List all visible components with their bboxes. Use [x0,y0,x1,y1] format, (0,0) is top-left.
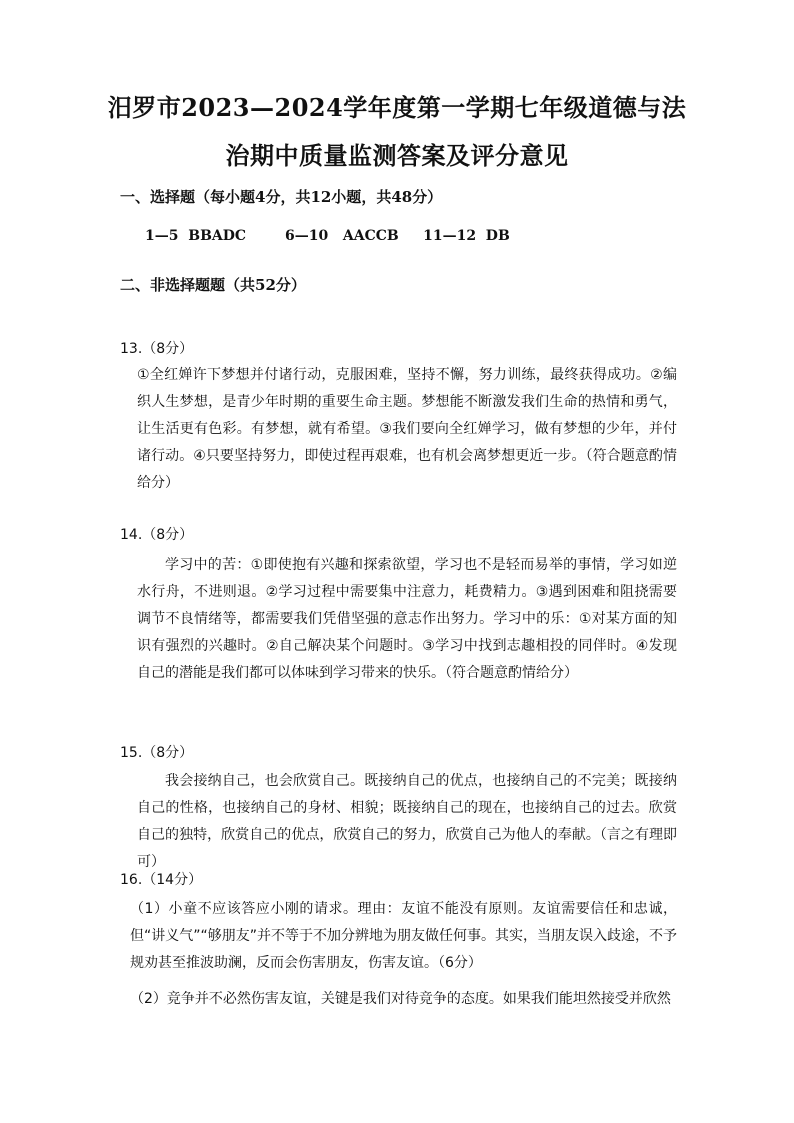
section-1-heading: 一、选择题（每小题4分，共12小题，共48分） [120,188,443,206]
question-14-answer: 学习中的苦：①即使抱有兴趣和探索欲望，学习也不是轻而易举的事情，学习如逆水行舟，不进则退。②学习过程中需要集中注意力，耗费精力。③遇到困难和阻挠需要调节不良情绪等，都需要我们凭借坚强的意志作出努力。学习中的乐：①对某方面的知识有强烈的兴趣时。②自己解决某个问题时。③学习中找到志趣相投的同伴时。④发现自己的潜能是我们都可以体味到学习带来的快乐。（符合题意酌情给分） [137,557,677,681]
question-13-answer: ①全红婵许下梦想并付诸行动，克服困难，坚持不懈，努力训练，最终获得成功。②编织人生梦想，是青少年时期的重要生命主题。梦想能不断激发我们生命的热情和勇气，让生活更有色彩。有梦想，就有希望。③我们要向全红婵学习，做有梦想的少年，并付诸行动。④只要坚持努力，即使过程再艰难，也有机会离梦想更近一步。（符合题意酌情给分） [137,367,677,491]
question-13-label: 13.（8分） [120,341,194,357]
question-15-answer: 我会接纳自己，也会欣赏自己。既接纳自己的优点，也接纳自己的不完美；既接纳自己的性格，也接纳自己的身材、相貌；既接纳自己的现在，也接纳自己的过去。欣赏自己的独特，欣赏自己的优点，欣赏自己的努力，欣赏自己为他人的奉献。（言之有理即可） [137,773,677,870]
question-16-label: 16.（14分） [120,872,203,888]
question-16-part-2: （2）竞争并不必然伤害友谊，关键是我们对待竞争的态度。如果我们能坦然接受并欣然 [130,991,671,1007]
page-title-line-2: 治期中质量监测答案及评分意见 [225,141,569,170]
page-title-line-1: 汨罗市2023—2024学年度第一学期七年级道德与法 [107,93,687,122]
question-16-part-1: （1）小童不应该答应小刚的请求。理由：友谊不能没有原则。友谊需要信任和忠诚，但“讲义气”“够朋友”并不等于不加分辨地为朋友做任何事。其实，当朋友误入歧途，不予规劝甚至推波助澜，反而会伤害朋友，伤害友谊。（6分） [130,901,678,971]
question-15-label: 15.（8分） [120,745,194,761]
question-14-label: 14.（8分） [120,527,194,543]
section-2-heading: 二、非选择题题（共52分） [120,276,306,294]
multiple-choice-answers: 1—5 BBADC 6—10 AACCB 11—12 DB [145,228,510,244]
